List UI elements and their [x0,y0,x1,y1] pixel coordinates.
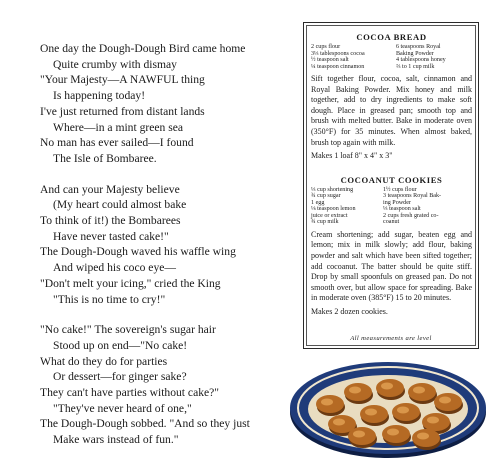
ingredient-row [311,219,472,226]
poem-line: Where—in a mint green sea [53,120,184,134]
ingredient: ¾ cup milk [311,219,339,226]
poem-line: "Your Majesty—A NAWFUL thing [40,73,205,87]
plate-of-cookies-illustration [288,352,488,460]
poem-stanza [40,41,302,167]
poem [40,41,302,448]
poem-line: (My heart could almost bake [53,198,187,212]
ingredient-row [311,64,472,71]
ingredients-table [311,187,472,226]
measurements-note: All measurements are level [350,335,432,342]
ingredient: 1½ cups flour [383,186,417,193]
ingredient: ½ teaspoon salt [311,57,349,63]
ingredient: 6 teaspoons Royal [395,44,441,50]
poem-line: To think of it!) the Bombarees [40,214,181,228]
ingredient: ¾ cup sugar [311,193,341,200]
ingredient: ing Powder [383,199,411,206]
ingredient: 4 tablespoons honey [395,57,446,63]
ingredient: juice or extract [311,212,348,219]
ingredient: 3 teaspoons Royal Bak- [383,193,442,200]
poem-line: Make wars instead of fun." [53,433,179,447]
poem-line: The Dough-Dough waved his waffle wing [40,245,236,259]
poem-line: Stood up on end—"No cake! [53,338,188,352]
ingredient: Baking Powder [395,50,434,57]
recipe-yield: Makes 2 dozen cookies. [311,306,388,316]
recipe-title: COCOANUT COOKIES [340,174,443,185]
poem-line: Or dessert—for ginger sake? [53,370,187,384]
ingredient: ⅓ cup shortening [311,186,354,193]
ingredient: 3⅓ tablespoons cocoa [311,50,365,57]
recipe-card [303,22,479,349]
poem-line: The Dough-Dough sobbed. "And so they just [40,417,250,431]
ingredient: ⅔ to 1 cup milk [395,63,435,70]
poem-stanza [40,182,302,308]
poem-line: And wiped his coco eye— [53,261,176,275]
ingredient: ¼ teaspoon cinnamon [311,63,365,70]
ingredient: coanut [383,219,400,226]
poem-line: "They've never heard of one," [53,401,192,415]
poem-line: I've just returned from distant lands [40,104,205,118]
poem-line: One day the Dough-Dough Bird came home [40,42,246,55]
poem-line: They can't have parties without cake?" [40,386,220,400]
poem-line: Have never tasted cake!" [53,229,169,243]
poem-line: The Isle of Bombaree. [53,151,157,165]
recipe-cocoa-bread [311,32,472,162]
poem-line: No man has ever sailed—I found [40,136,194,150]
poem-line: Is happening today! [53,89,146,103]
ingredient: 1 egg [311,199,325,206]
ingredient: ⅓ teaspoon salt [383,206,421,213]
poem-line: "No cake!" The sovereign's sugar hair [40,323,216,337]
ingredient: ⅛ teaspoon lemon [311,206,356,213]
poem-line: "This is no time to cry!" [53,292,166,306]
poem-stanza [40,322,302,448]
poem-line: And can your Majesty believe [40,182,180,196]
recipe-method: Cream shortening; add sugar, beaten egg and lemon; mix in milk slowly; add flour, baking powder and salt which have been sifted together; add cocoanut. The batter should be quite stiff. Drop by small spoonfuls on greased pan. Do not smooth over, but allow space for spreading. Bake in moderate oven (385°F) 15 to 20 minutes. [311,229,472,303]
poem-line: Quite crumby with dismay [53,57,177,71]
recipe-title: COCOA BREAD [356,32,427,42]
poem-line: "Don't melt your icing," cried the King [40,276,221,290]
ingredient: 2 cups fresh grated co- [383,212,439,219]
poem-line: What do they do for parties [40,354,168,368]
recipe-cocoanut-cookies [311,175,472,318]
ingredient: 2 cups flour [311,44,341,50]
recipe-method: Sift together flour, cocoa, salt, cinnamon and Royal Baking Powder. Mix honey and milk together, add to dry ingredients to make soft dough. Place in greased pan; smooth top and brush with melted butter. Bake in moderate oven (350°F) for 35 minutes. When almost baked, brush top again with milk. [311,74,472,147]
ingredients-table [311,44,472,70]
recipe-yield: Makes 1 loaf 8" x 4" x 3" [311,151,393,161]
